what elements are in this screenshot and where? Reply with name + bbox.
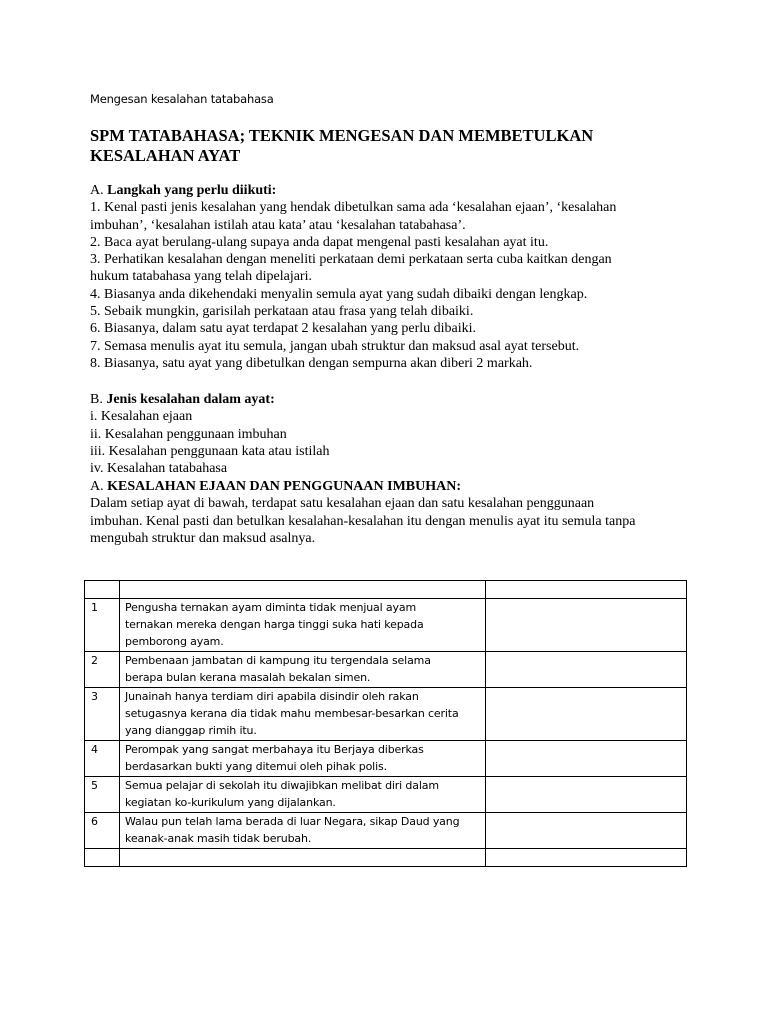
table-footer-row bbox=[85, 849, 687, 867]
table-row bbox=[85, 688, 687, 741]
sentence-cell bbox=[120, 777, 486, 813]
sentence-line: kegiatan ko-kurikulum yang dijalankan. bbox=[125, 796, 336, 809]
table-cell bbox=[120, 581, 486, 599]
sentence-line: Perompak yang sangat merbahaya itu Berjaya diberkas bbox=[125, 743, 424, 756]
sentence-cell bbox=[120, 741, 486, 777]
answer-cell bbox=[486, 599, 687, 652]
sentence-cell bbox=[120, 652, 486, 688]
table-cell bbox=[120, 849, 486, 867]
sentence-line: Junainah hanya terdiam diri apabila disindir oleh rakan bbox=[125, 690, 419, 703]
section-error-types bbox=[90, 391, 690, 477]
sentence-line: setugasnya kerana dia tidak mahu membesar-besarkan cerita bbox=[125, 707, 459, 720]
section-heading: A. Langkah yang perlu diikuti: bbox=[90, 183, 277, 198]
sentence-line: keanak-anak masih tidak berubah. bbox=[125, 832, 312, 845]
answer-cell bbox=[486, 813, 687, 849]
table-cell bbox=[486, 849, 687, 867]
sentence-line: berdasarkan bukti yang ditemui oleh pihak polis. bbox=[125, 760, 387, 773]
instruction-line: mengubah struktur dan maksud asalnya. bbox=[90, 530, 316, 546]
step-line: 1. Kenal pasti jenis kesalahan yang hendak dibetulkan sama ada ‘kesalahan ejaan’, ‘kesalahan bbox=[90, 200, 617, 216]
row-number: 3 bbox=[85, 688, 120, 741]
row-number: 2 bbox=[85, 652, 120, 688]
error-type-item: iv. Kesalahan tatabahasa bbox=[90, 461, 228, 477]
table-cell bbox=[486, 581, 687, 599]
sentence-line: Pengusha ternakan ayam diminta tidak menjual ayam bbox=[125, 601, 417, 614]
sentence-cell bbox=[120, 688, 486, 741]
section-steps bbox=[90, 182, 690, 372]
sentence-line: Walau pun telah lama berada di luar Negara, sikap Daud yang bbox=[125, 815, 460, 828]
sentence-cell bbox=[120, 599, 486, 652]
table-row bbox=[85, 652, 687, 688]
sentence-line: ternakan mereka dengan harga tinggi suka hati kepada bbox=[125, 618, 424, 631]
table-header-row bbox=[85, 581, 687, 599]
section-heading: A. KESALAHAN EJAAN DAN PENGGUNAAN IMBUHAN: bbox=[90, 479, 462, 494]
instruction-line: Dalam setiap ayat di bawah, terdapat satu kesalahan ejaan dan satu kesalahan penggunaan bbox=[90, 496, 595, 512]
step-line: 5. Sebaik mungkin, garisilah perkataan atau frasa yang telah dibaiki. bbox=[90, 304, 474, 320]
table-row bbox=[85, 741, 687, 777]
answer-cell bbox=[486, 688, 687, 741]
step-line: imbuhan’, ‘kesalahan istilah atau kata’ atau ‘kesalahan tatabahasa’. bbox=[90, 217, 466, 233]
error-type-item: i. Kesalahan ejaan bbox=[90, 409, 193, 425]
step-line: 7. Semasa menulis ayat itu semula, jangan ubah struktur dan maksud asal ayat tersebut. bbox=[90, 338, 580, 354]
table-row bbox=[85, 813, 687, 849]
step-line: 2. Baca ayat berulang-ulang supaya anda dapat mengenal pasti kesalahan ayat itu. bbox=[90, 234, 549, 250]
row-number: 6 bbox=[85, 813, 120, 849]
answer-cell bbox=[486, 777, 687, 813]
step-line: 3. Perhatikan kesalahan dengan meneliti perkataan demi perkataan serta cuba kaitkan dengan bbox=[90, 252, 612, 268]
step-line: 6. Biasanya, dalam satu ayat terdapat 2 kesalahan yang perlu dibaiki. bbox=[90, 321, 477, 337]
document-subtitle: Mengesan kesalahan tatabahasa bbox=[90, 92, 274, 106]
row-number: 4 bbox=[85, 741, 120, 777]
title-line: SPM TATABAHASA; TEKNIK MENGESAN DAN MEMBETULKAN bbox=[90, 126, 594, 145]
section-exercise bbox=[90, 478, 690, 547]
sentence-line: yang dianggap rimih itu. bbox=[125, 724, 257, 737]
sentence-line: pemborong ayam. bbox=[125, 635, 224, 648]
instruction-line: imbuhan. Kenal pasti dan betulkan kesalahan-kesalahan itu dengan menulis ayat itu semula tanpa bbox=[90, 513, 636, 529]
section-heading: B. Jenis kesalahan dalam ayat: bbox=[90, 392, 275, 407]
document-title bbox=[90, 126, 690, 166]
row-number: 1 bbox=[85, 599, 120, 652]
step-line: 8. Biasanya, satu ayat yang dibetulkan dengan sempurna akan diberi 2 markah. bbox=[90, 355, 533, 371]
table-row bbox=[85, 777, 687, 813]
error-type-item: ii. Kesalahan penggunaan imbuhan bbox=[90, 426, 287, 442]
sentence-line: Semua pelajar di sekolah itu diwajibkan melibat diri dalam bbox=[125, 779, 439, 792]
error-type-item: iii. Kesalahan penggunaan kata atau istilah bbox=[90, 443, 330, 459]
title-line: KESALAHAN AYAT bbox=[90, 146, 241, 165]
table-cell bbox=[85, 849, 120, 867]
row-number: 5 bbox=[85, 777, 120, 813]
table-row bbox=[85, 599, 687, 652]
step-line: 4. Biasanya anda dikehendaki menyalin semula ayat yang sudah dibaiki dengan lengkap. bbox=[90, 286, 588, 302]
exercise-table bbox=[84, 580, 687, 867]
answer-cell bbox=[486, 741, 687, 777]
sentence-line: Pembenaan jambatan di kampung itu tergendala selama bbox=[125, 654, 431, 667]
sentence-cell bbox=[120, 813, 486, 849]
sentence-line: berapa bulan kerana masalah bekalan simen. bbox=[125, 671, 371, 684]
answer-cell bbox=[486, 652, 687, 688]
step-line: hukum tatabahasa yang telah dipelajari. bbox=[90, 269, 312, 285]
table-cell bbox=[85, 581, 120, 599]
